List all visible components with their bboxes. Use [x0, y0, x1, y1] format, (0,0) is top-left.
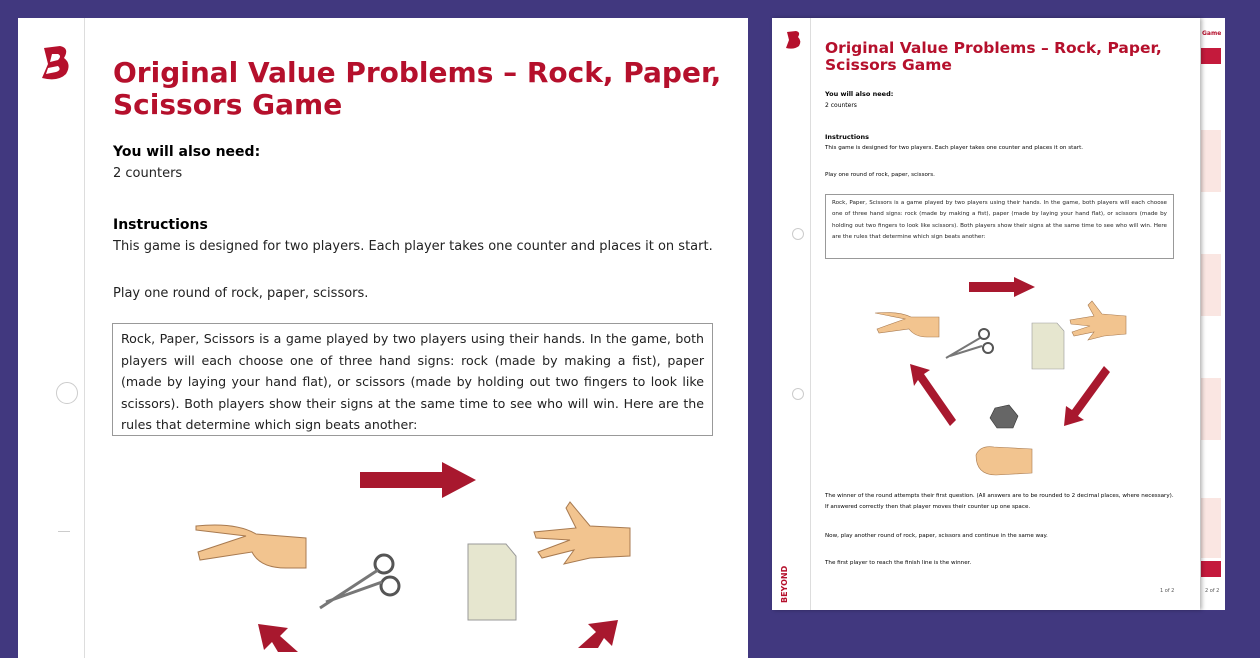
- arrow-down-right-icon: [1062, 366, 1110, 426]
- paper-icon: [1031, 322, 1065, 370]
- margin-line: [84, 18, 85, 658]
- page-title: [825, 40, 1162, 73]
- after-text: The winner of the round attempts their first question. (All answers are to be rounded to 2 decimal places, where necessary). If answered correctly then that player moves their counter up one space.: [825, 493, 1174, 510]
- table-row: [1201, 254, 1221, 316]
- need-heading: You will also need:: [113, 144, 261, 160]
- paper-hand-icon: [530, 498, 630, 568]
- page-number: 1 of 2: [1160, 588, 1175, 594]
- title-line: Original Value Problems – Rock, Paper,: [825, 39, 1162, 57]
- paper-hand-icon: [1068, 300, 1126, 342]
- need-item: 2 counters: [825, 102, 857, 109]
- page-number: 2 of 2: [1205, 588, 1220, 594]
- arrow-down-right-icon: [578, 618, 618, 648]
- page-preview-large: [18, 18, 748, 658]
- rock-hand-icon: [974, 445, 1032, 477]
- table-row: [1201, 498, 1221, 558]
- instructions-text: This game is designed for two players. Each player takes one counter and places it on start.: [113, 239, 713, 254]
- title-line: Scissors Game: [825, 55, 952, 74]
- beyond-logo-icon: [38, 44, 72, 82]
- arrow-up-left-icon: [258, 622, 298, 652]
- instructions-heading: Instructions: [825, 133, 870, 141]
- table-footer-bar: [1201, 561, 1221, 577]
- after-text: Now, play another round of rock, paper, scissors and continue in the same way.: [825, 533, 1048, 539]
- arrow-right-icon: [358, 460, 478, 500]
- rules-box: Rock, Paper, Scissors is a game played by two players using their hands. In the game, both players will each choose one of three hand signs: rock (made by making a fist), paper (made by laying your hand flat), or scissors (made by holding out two fingers to look like scissors). Both players show their signs at the same time to see who will win. Here are the rules that determine which sign beats another:: [825, 194, 1174, 259]
- table-row: [1201, 130, 1221, 192]
- table-header-bar: [1201, 48, 1221, 64]
- instructions-heading: Instructions: [113, 217, 208, 233]
- brand-vertical: BEYOND: [780, 565, 789, 603]
- rules-box: Rock, Paper, Scissors is a game played by two players using their hands. In the game, both players will each choose one of three hand signs: rock (made by making a fist), paper (made by laying your hand flat), or scissors (made by holding out two fingers to look like scissors). Both players show their signs at the same time to see who will win. Here are the rules that determine which sign beats another:: [112, 323, 713, 436]
- beyond-logo-icon: [784, 30, 802, 50]
- paper-icon: [466, 542, 518, 622]
- need-heading: You will also need:: [825, 90, 894, 98]
- instructions-text: This game is designed for two players. Each player takes one counter and places it on start.: [825, 145, 1084, 151]
- page-title: [113, 58, 721, 120]
- title-line: Original Value Problems – Rock, Paper,: [113, 56, 722, 89]
- need-item: 2 counters: [113, 166, 183, 181]
- page2-header: Game: [1202, 30, 1222, 37]
- margin-line: [810, 18, 811, 610]
- table-row: [1201, 378, 1221, 440]
- margin-mark: [58, 531, 70, 532]
- scissors-icon: [316, 550, 401, 610]
- arrow-up-left-icon: [910, 364, 958, 426]
- punch-hole: [792, 388, 804, 400]
- instructions-text: Play one round of rock, paper, scissors.: [825, 172, 935, 178]
- page-1-preview: [772, 18, 1200, 610]
- scissors-icon: [944, 326, 994, 366]
- arrow-right-icon: [968, 276, 1036, 298]
- title-line: Scissors Game: [113, 88, 343, 122]
- punch-hole: [792, 228, 804, 240]
- scissors-hand-icon: [875, 311, 939, 337]
- punch-hole: [56, 382, 78, 404]
- after-text: The first player to reach the finish line is the winner.: [825, 560, 972, 566]
- instructions-text: Play one round of rock, paper, scissors.: [113, 286, 369, 301]
- rock-icon: [989, 404, 1019, 430]
- scissors-hand-icon: [196, 518, 306, 573]
